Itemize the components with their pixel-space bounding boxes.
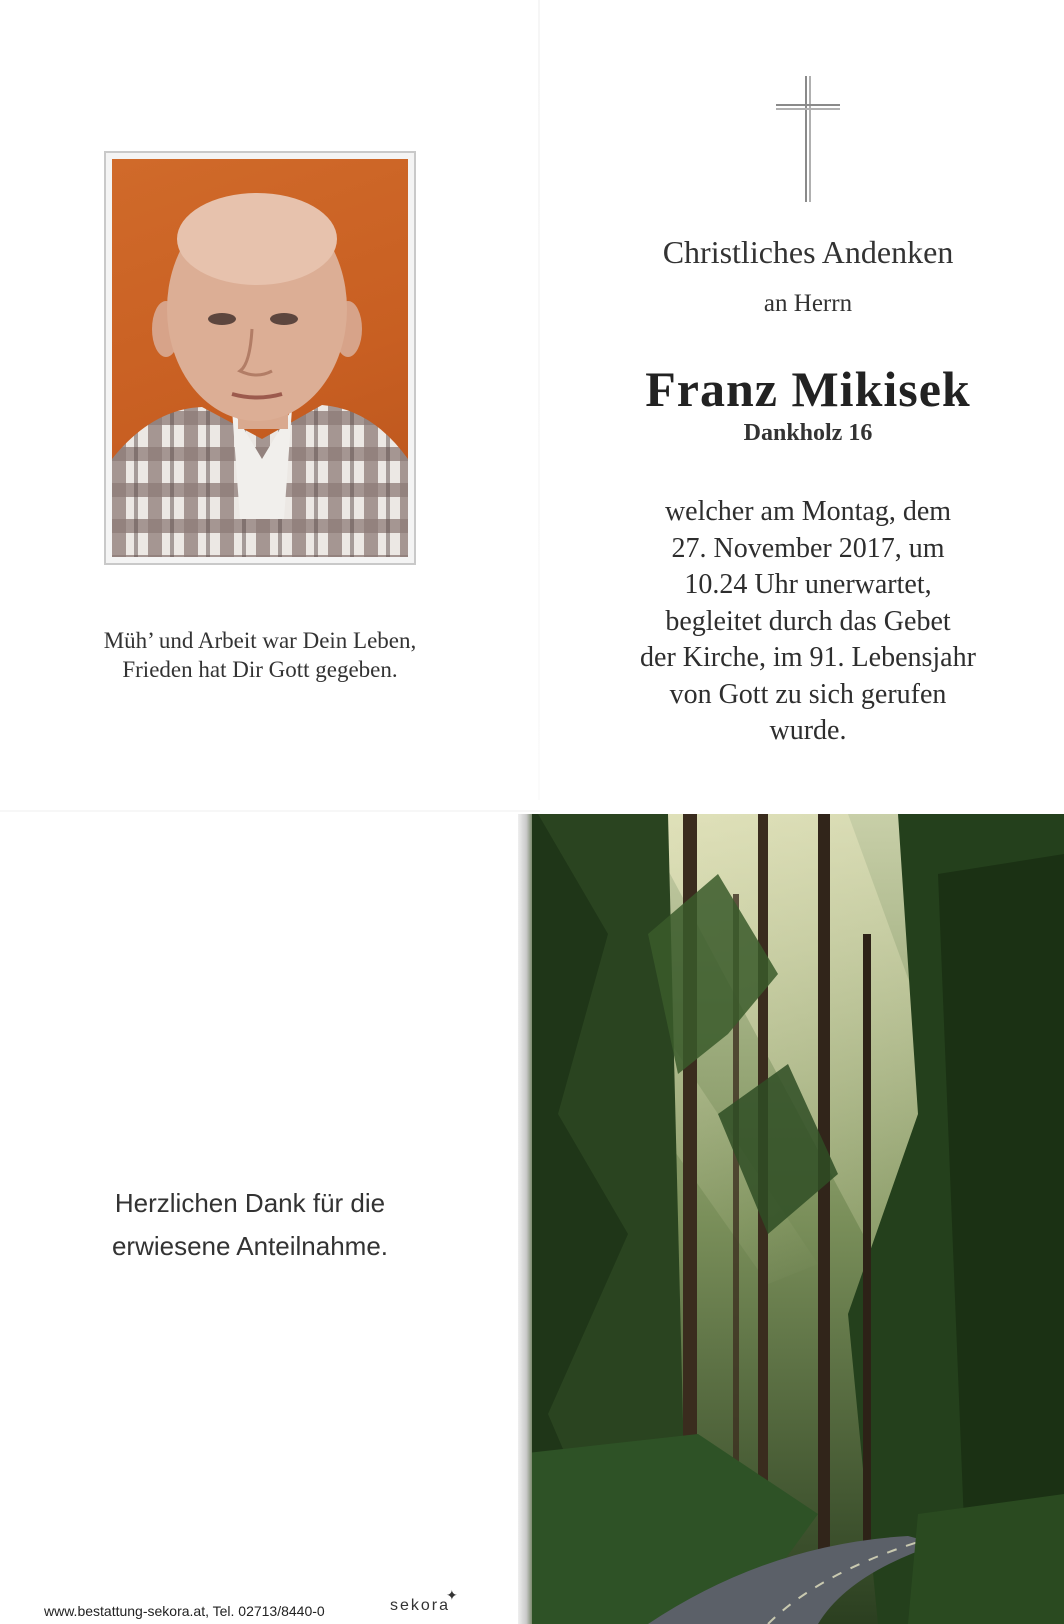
forest-illustration [518,814,1064,1624]
deceased-name: Franz Mikisek [645,361,971,417]
obituary-line: wurde. [769,715,847,746]
forest-road-photo [518,814,1064,1624]
thanks-line: Herzlichen Dank für die [114,1188,386,1218]
quote-line: Frieden hat Dir Gott gegeben. [122,657,398,682]
fold-line-horizontal [0,810,540,812]
quote-line: Müh’ und Arbeit war Dein Leben, [103,628,417,653]
bird-icon: ✦ [446,1589,458,1604]
obituary-line: 10.24 Uhr unerwartet, [684,569,932,600]
portrait-illustration [112,159,408,557]
card-salutation: an Herrn [763,290,853,317]
card-heading: Christliches Andenken [662,234,954,270]
portrait-frame [104,151,416,565]
sekora-logo: sekora [390,1597,451,1614]
fold-line-vertical [538,0,540,800]
obituary-line: 27. November 2017, um [671,532,945,564]
thanks-line: erwiesene Anteilnahme. [111,1231,389,1261]
footer-contact: www.bestattung-sekora.at, Tel. 02713/8440-0 [44,1603,325,1619]
thanks-text [40,1182,460,1268]
cross-icon [776,76,840,202]
card-spine [518,814,532,1624]
memorial-quote [40,626,480,684]
obituary-line: der Kirche, im 91. Lebensjahr [640,642,976,673]
portrait-photo [112,159,408,557]
obituary-line: begleitet durch das Gebet [665,605,951,637]
obituary-text [588,494,1028,750]
deceased-address: Dankholz 16 [743,420,873,446]
obituary-line: welcher am Montag, dem [664,496,952,527]
obituary-line: von Gott zu sich gerufen [669,678,947,710]
